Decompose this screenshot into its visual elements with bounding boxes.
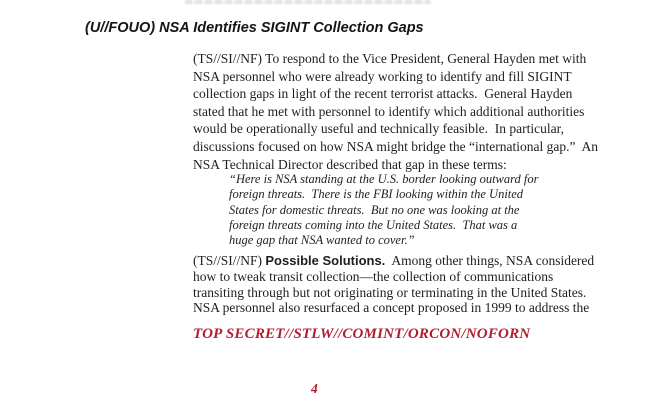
- section-heading: (U//FOUO) NSA Identifies SIGINT Collection Gaps: [85, 20, 424, 36]
- text-line: NSA personnel also resurfaced a concept proposed in 1999 to address the: [193, 300, 590, 316]
- quote-line: States for domestic threats. But no one was looking at the: [229, 202, 520, 217]
- block-quote-technical-director: [229, 172, 539, 248]
- text-line: stated that he met with personnel to identify which additional authorities: [193, 103, 585, 119]
- possible-solutions-label: Possible Solutions.: [265, 253, 386, 268]
- text-line: transiting through but not originating or terminating in the United States.: [193, 284, 587, 300]
- text-line: how to tweak transit collection—the collection of communications: [193, 268, 554, 284]
- page-number: 4: [311, 381, 318, 396]
- text-segment: Among other things, NSA considered: [385, 253, 595, 268]
- classification-marking: (TS//SI//NF): [193, 253, 266, 268]
- paragraph-sigint-gaps: [193, 50, 598, 173]
- quote-line: “Here is NSA standing at the U.S. border looking outward for: [229, 172, 539, 186]
- text-line: NSA personnel who were already working to identify and fill SIGINT: [193, 68, 572, 84]
- text-line: collection gaps in light of the recent terrorist attacks. General Hayden: [193, 86, 573, 102]
- quote-line: foreign threats coming into the United States. That was a: [229, 217, 518, 232]
- cropped-previous-line-artifact: [185, 0, 431, 4]
- classification-banner: TOP SECRET//STLW//COMINT/ORCON/NOFORN: [193, 326, 531, 342]
- text-line: NSA Technical Director described that gap in these terms:: [193, 156, 507, 172]
- text-line: discussions focused on how NSA might bridge the “international gap.” An: [193, 138, 598, 154]
- text-line: [193, 253, 594, 269]
- paragraph-possible-solutions: [193, 253, 594, 316]
- quote-line: foreign threats. There is the FBI looking within the United: [229, 187, 524, 202]
- quote-line: huge gap that NSA wanted to cover.”: [229, 233, 415, 248]
- text-line: (TS//SI//NF) To respond to the Vice President, General Hayden met with: [193, 51, 587, 66]
- text-line: would be operationally useful and technically feasible. In particular,: [193, 121, 564, 137]
